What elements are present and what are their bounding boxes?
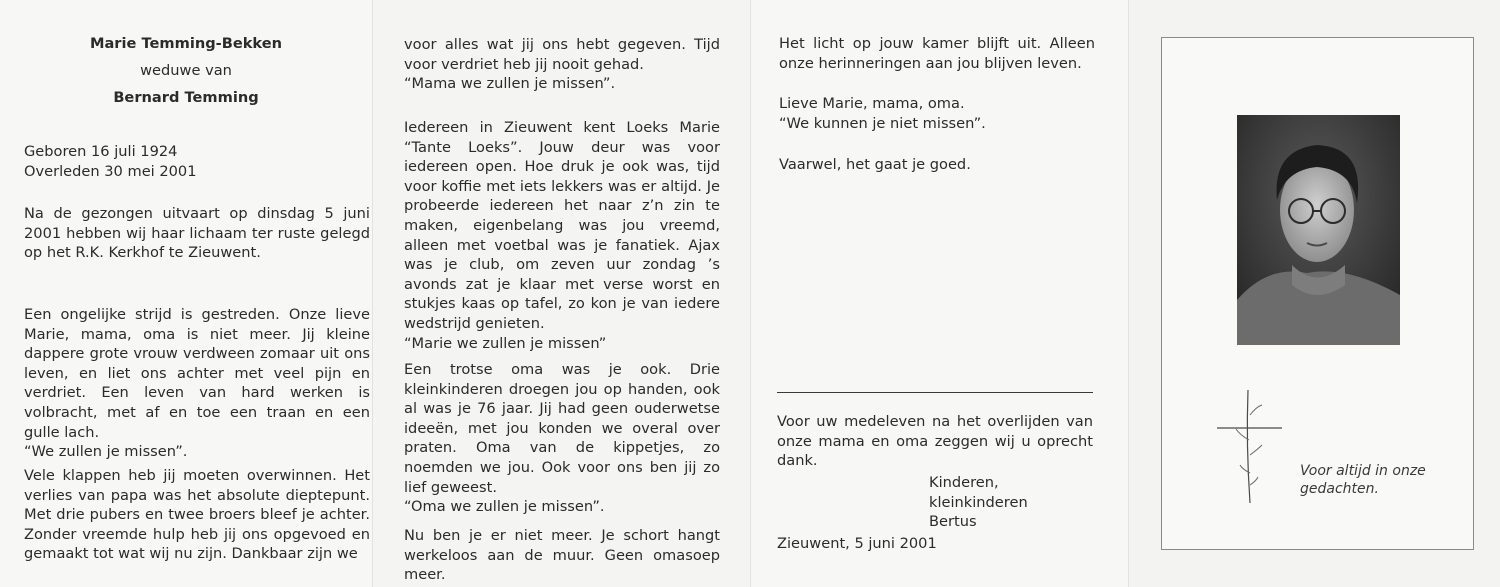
apron-paragraph: [404, 526, 720, 585]
husband-name: Bernard Temming: [113, 89, 259, 106]
fold-line: [750, 0, 751, 587]
birth-date: Geboren 16 juli 1924: [24, 143, 178, 160]
struggle-quote: “We zullen je missen”.: [24, 443, 188, 461]
fold-line: [372, 0, 373, 587]
funeral-text: Na de gezongen uitvaart op dinsdag 5 juni 2001 hebben wij haar lichaam ter ruste gelegd op het R.K. Kerkhof te Zieuwent.: [24, 205, 370, 262]
light-paragraph: [779, 34, 1095, 73]
dates-block: [24, 142, 370, 181]
grandmother-paragraph: [404, 360, 720, 517]
greeting-line: Lieve Marie, mama, oma.: [779, 95, 965, 112]
verse-text: Voor altijd in onze gedachten.: [1300, 463, 1426, 497]
separator-line: [777, 392, 1093, 393]
widow-of-label: weduwe van: [140, 62, 232, 79]
zieuwent-paragraph: [404, 118, 720, 353]
greeting-block: [779, 94, 1095, 133]
signature-family: Kinderen, kleinkinderen: [929, 474, 1028, 511]
light-text: Het licht op jouw kamer blijft uit. Alleen onze herinneringen aan jou blijven leven.: [779, 35, 1095, 72]
thanks-paragraph: [777, 412, 1093, 471]
farewell-line: Vaarwel, het gaat je goed.: [779, 156, 971, 173]
fold-line: [1128, 0, 1129, 587]
gratitude-quote: “Mama we zullen je missen”.: [404, 75, 616, 93]
grandmother-quote: “Oma we zullen je missen”.: [404, 498, 605, 516]
deceased-name: Marie Temming-Bekken: [89, 35, 283, 52]
signature-bertus: Bertus: [929, 513, 977, 531]
funeral-paragraph: [24, 204, 370, 263]
greeting-quote: “We kunnen je niet missen”.: [779, 114, 986, 132]
gratitude-paragraph: [404, 35, 720, 94]
cross-icon: [1212, 385, 1292, 505]
apron-text: Nu ben je er niet meer. Je schort hangt werkeloos aan de muur. Geen omasoep meer.: [404, 527, 720, 584]
place-date: Zieuwent, 5 juni 2001: [777, 535, 937, 552]
struggle-paragraph: [24, 305, 370, 462]
zieuwent-quote: “Marie we zullen je missen”: [404, 334, 607, 352]
signature-block: [929, 473, 1099, 532]
gratitude-text: voor alles wat jij ons hebt gegeven. Tijd voor verdriet heb jij nooit gehad.: [404, 36, 720, 73]
grandmother-text: Een trotse oma was je ook. Drie kleinkinderen droegen jou op handen, ook al was je 76 jaar. Jij had geen ouderwetse ideeën, met jou konden we overal over praten. Oma van de kippetjes, zo noemden we jou. Ook voor ons ben jij zo lief geweest.: [404, 361, 720, 496]
death-date: Overleden 30 mei 2001: [24, 162, 197, 180]
portrait-photo: [1237, 115, 1400, 345]
zieuwent-text: Iedereen in Zieuwent kent Loeks Marie “Tante Loeks”. Jouw deur was voor iedereen open. Hoe druk je ook was, tijd voor koffie met iets lekkers was er altijd. Je probeerde iedereen het naar z’n zin te maken, eigenbelang was jou vreemd, alleen met voetbal was je fanatiek. Ajax was je club, om zeven uur zondag ’s avonds zat je klaar met verse worst en stukjes kaas op tafel, zo kon je van iedere wedstrijd genieten.: [404, 119, 720, 332]
hardship-text: Vele klappen heb jij moeten overwinnen. Het verlies van papa was het absolute dieptepunt. Met drie pubers en twee broers bleef je achter. Zonder vreemde hulp heb jij ons opgevoed en gemaakt tot wat wij nu zijn. Dankbaar zijn we: [24, 467, 370, 563]
hardship-paragraph: [24, 466, 370, 564]
thanks-text: Voor uw medeleven na het overlijden van onze mama en oma zeggen wij u oprecht dank.: [777, 413, 1093, 470]
struggle-text: Een ongelijke strijd is gestreden. Onze lieve Marie, mama, oma is niet meer. Jij kleine dappere grote vrouw verdween zomaar uit ons leven, en liet ons achter met veel pijn en verdriet. Een leven van hard werken is volbracht, met af en toe een traan en een gulle lach.: [24, 306, 370, 441]
